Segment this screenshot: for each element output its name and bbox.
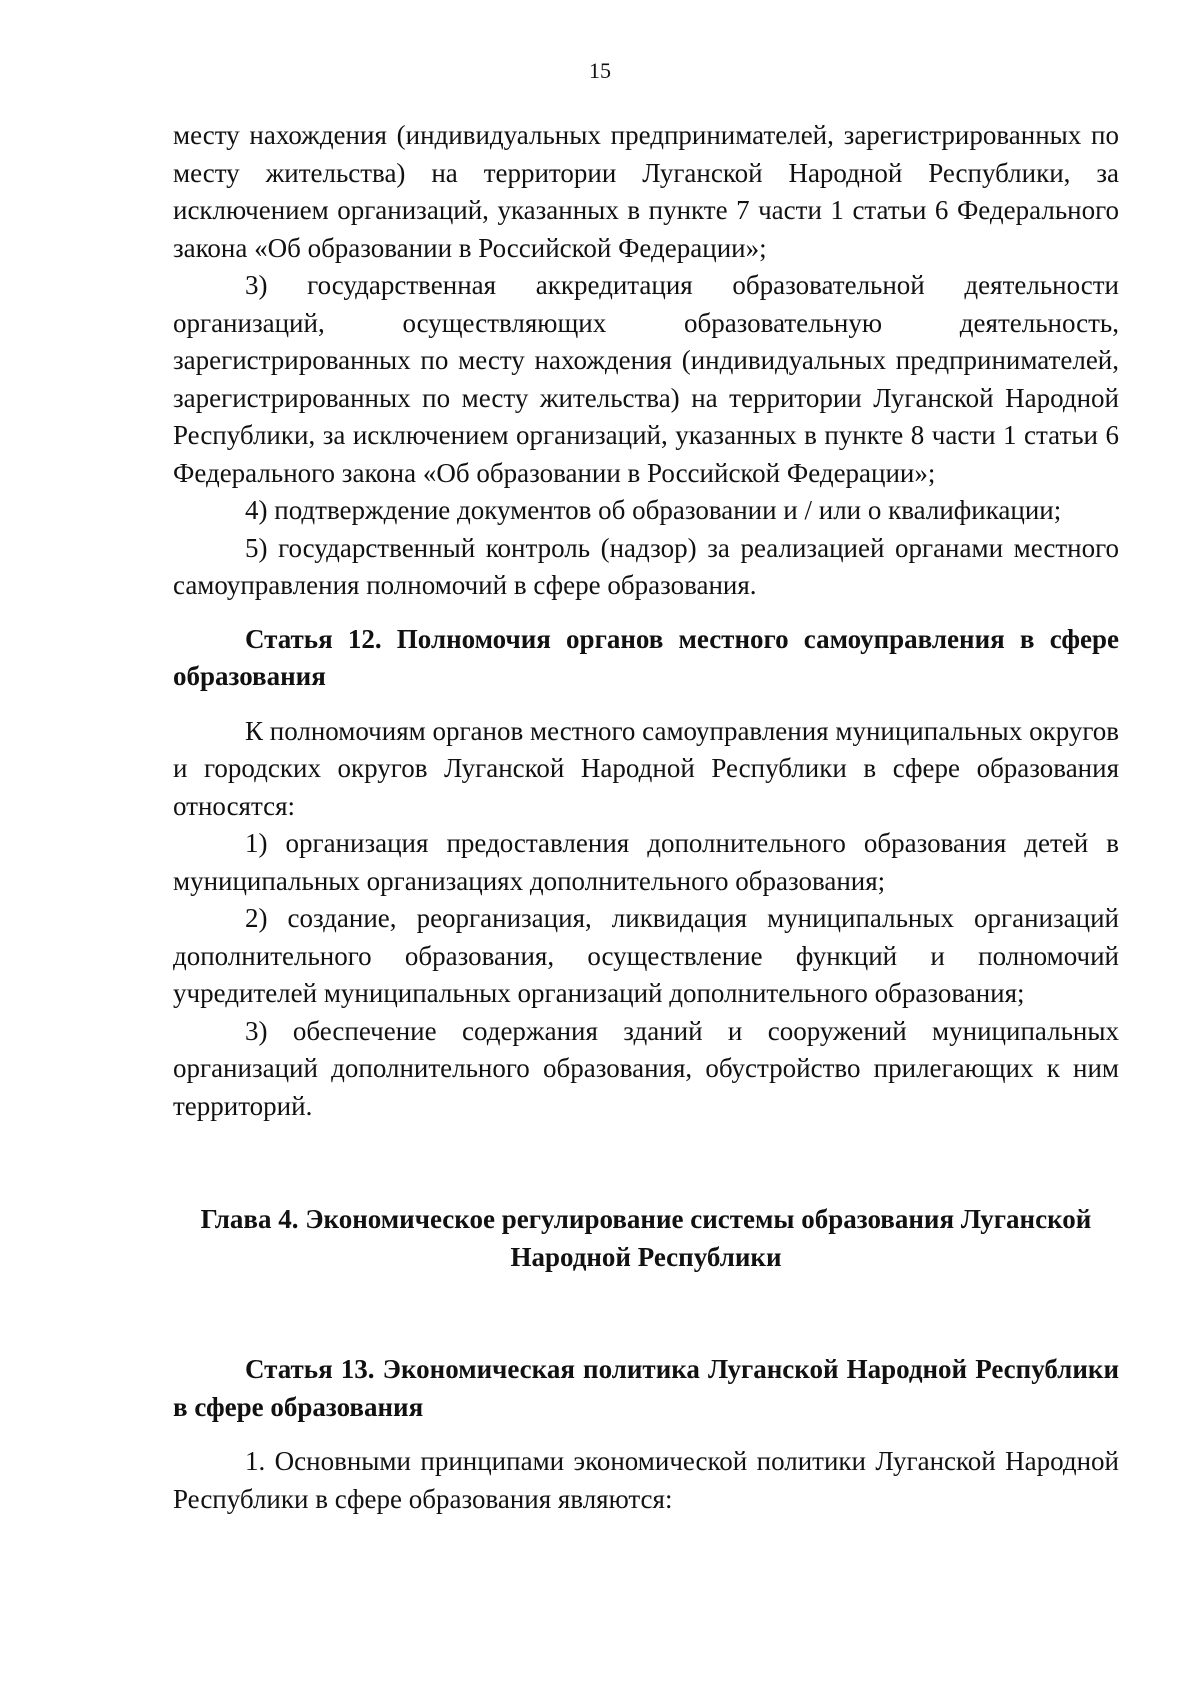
page-number: 15 bbox=[589, 58, 611, 83]
article-12-item-2: 2) создание, реорганизация, ликвидация муниципальных организаций дополнительного образования, осуществление функций и полномочий учредителей муниципальных организаций дополнительного образования; bbox=[173, 903, 1119, 1008]
article-12-item-1: 1) организация предоставления дополнительного образования детей в муниципальных организациях дополнительного образования; bbox=[173, 828, 1119, 896]
article-13-heading: Статья 13. Экономическая политика Луганской Народной Республики в сфере образования bbox=[173, 1354, 1119, 1422]
list-item-3-accreditation: 3) государственная аккредитация образовательной деятельности организаций, осуществляющих образовательную деятельность, зарегистрированных по месту нахождения (индивидуальных предпринимателей, зарегистрированных по месту жительства) на территории Луганской Народной Республики, за исключением организаций, указанных в пункте 8 части 1 статьи 6 Федерального закона «Об образовании в Российской Федерации»; bbox=[173, 270, 1119, 488]
paragraph-continuation: месту нахождения (индивидуальных предпринимателей, зарегистрированных по месту жительства) на территории Луганской Народной Республики, за исключением организаций, указанных в пункте 7 части 1 статьи 6 Федерального закона «Об образовании в Российской Федерации»; bbox=[173, 120, 1119, 263]
article-12-item-3: 3) обеспечение содержания зданий и сооружений муниципальных организаций дополнительного образования, обустройство прилегающих к ним территорий. bbox=[173, 1015, 1119, 1121]
list-item-4-document-confirmation: 4) подтверждение документов об образовании и / или о квалификации; bbox=[245, 495, 1062, 525]
chapter-4-heading-line-1: Глава 4. Экономическое регулирование системы образования Луганской bbox=[200, 1204, 1092, 1234]
list-item-5-state-control: 5) государственный контроль (надзор) за реализацией органами местного самоуправления полномочий в сфере образования. bbox=[173, 532, 1119, 600]
article-12-heading: Статья 12. Полномочия органов местного самоуправления в сфере образования bbox=[173, 623, 1119, 691]
document-body bbox=[173, 117, 1119, 1518]
chapter-4-heading bbox=[173, 1201, 1119, 1276]
article-13-item-1: 1. Основными принципами экономической политики Луганской Народной Республики в сфере образования являются: bbox=[173, 1446, 1119, 1514]
chapter-4-heading-line-2: Народной Республики bbox=[510, 1241, 782, 1272]
article-12-intro: К полномочиям органов местного самоуправления муниципальных округов и городских округов Луганской Народной Республики в сфере образования относятся: bbox=[173, 715, 1119, 821]
